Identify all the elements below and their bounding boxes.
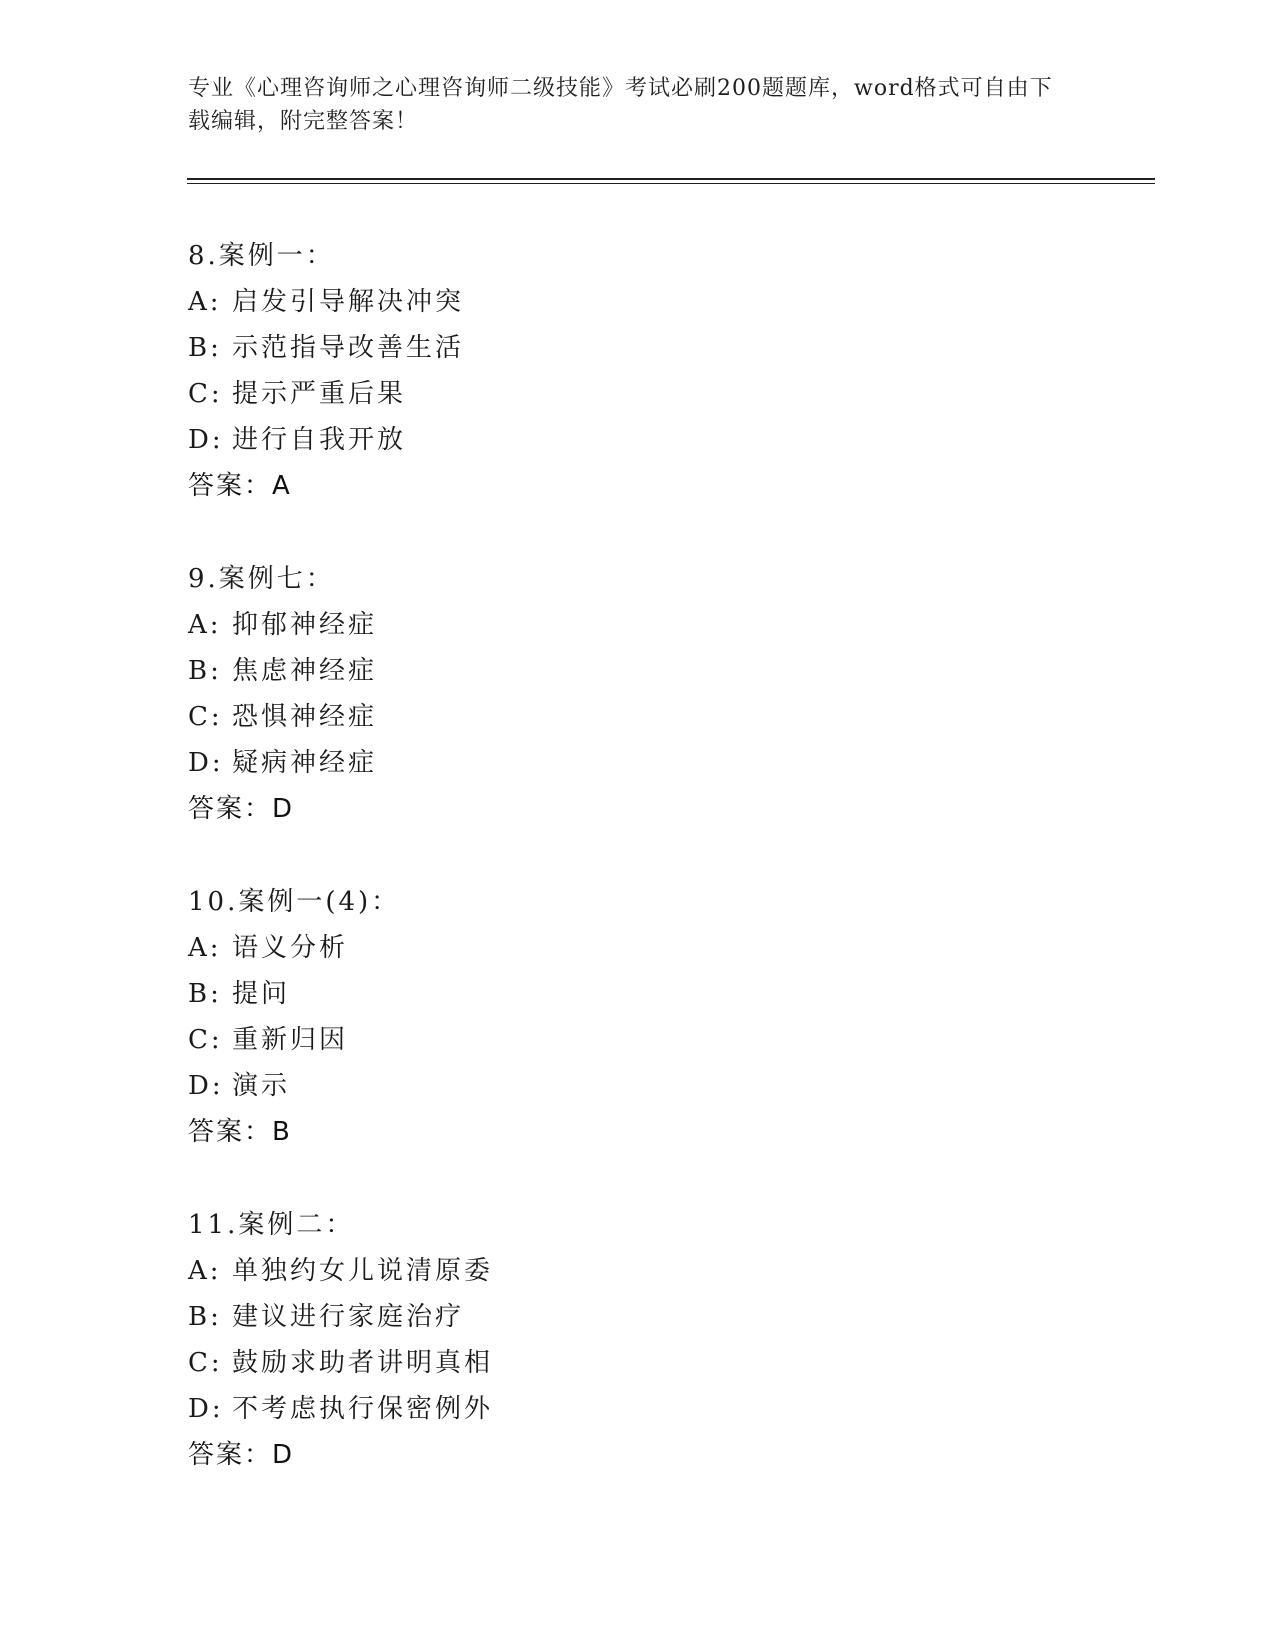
option-key: B: [188,656,222,686]
option-text: 语义分析 [232,933,349,963]
question-title: 9.案例七： [188,564,335,594]
option-text: 启发引导解决冲突 [232,287,465,317]
header-divider-thin [187,183,1155,184]
option-key: A: [188,1256,222,1286]
option-d [188,1063,1088,1109]
option-key: B: [188,1302,222,1332]
option-text: 单独约女儿说清原委 [232,1256,494,1286]
option-a [188,602,1088,648]
question-title: 8.案例一： [188,241,335,271]
answer-line: 答案：B [188,1117,292,1147]
header-divider-thick [187,178,1155,180]
option-b [188,1294,1088,1340]
option-text: 疑病神经症 [232,748,378,778]
option-b [188,648,1088,694]
question-title: 10.案例一(4)： [188,887,401,917]
option-text: 不考虑执行保密例外 [232,1394,494,1424]
option-text: 提示严重后果 [232,379,407,409]
option-text: 演示 [232,1071,291,1101]
option-text: 建议进行家庭治疗 [232,1302,465,1332]
option-key: C: [188,379,223,409]
option-d [188,1386,1088,1432]
document-header [188,72,1068,138]
question-list [188,233,1088,1525]
option-key: B: [188,979,222,1009]
answer-line: 答案：A [188,471,292,501]
option-d [188,417,1088,463]
option-key: A: [188,933,222,963]
option-key: D: [188,748,224,778]
option-text: 提问 [232,979,291,1009]
option-key: A: [188,610,222,640]
question-title: 11.案例二： [188,1210,355,1240]
option-c [188,371,1088,417]
question-8 [188,233,1088,509]
question-9 [188,556,1088,832]
option-text: 示范指导改善生活 [232,333,465,363]
option-c [188,694,1088,740]
question-10 [188,879,1088,1155]
answer-line: 答案：D [188,1440,295,1470]
option-key: B: [188,333,222,363]
option-text: 鼓励求助者讲明真相 [232,1348,494,1378]
option-key: D: [188,1071,224,1101]
option-a [188,279,1088,325]
option-text: 进行自我开放 [232,425,407,455]
option-key: C: [188,1348,223,1378]
option-c [188,1340,1088,1386]
option-a [188,1248,1088,1294]
option-d [188,740,1088,786]
option-text: 焦虑神经症 [232,656,378,686]
option-a [188,925,1088,971]
option-text: 重新归因 [232,1025,349,1055]
option-text: 抑郁神经症 [232,610,378,640]
header-text: 专业《心理咨询师之心理咨询师二级技能》考试必刷200题题库，word格式可自由下载编辑，附完整答案！ [188,76,1053,134]
option-c [188,1017,1088,1063]
option-b [188,325,1088,371]
option-b [188,971,1088,1017]
question-11 [188,1202,1088,1478]
option-key: D: [188,1394,224,1424]
answer-line: 答案：D [188,794,295,824]
option-text: 恐惧神经症 [232,702,378,732]
option-key: D: [188,425,224,455]
option-key: C: [188,702,223,732]
option-key: C: [188,1025,223,1055]
option-key: A: [188,287,222,317]
